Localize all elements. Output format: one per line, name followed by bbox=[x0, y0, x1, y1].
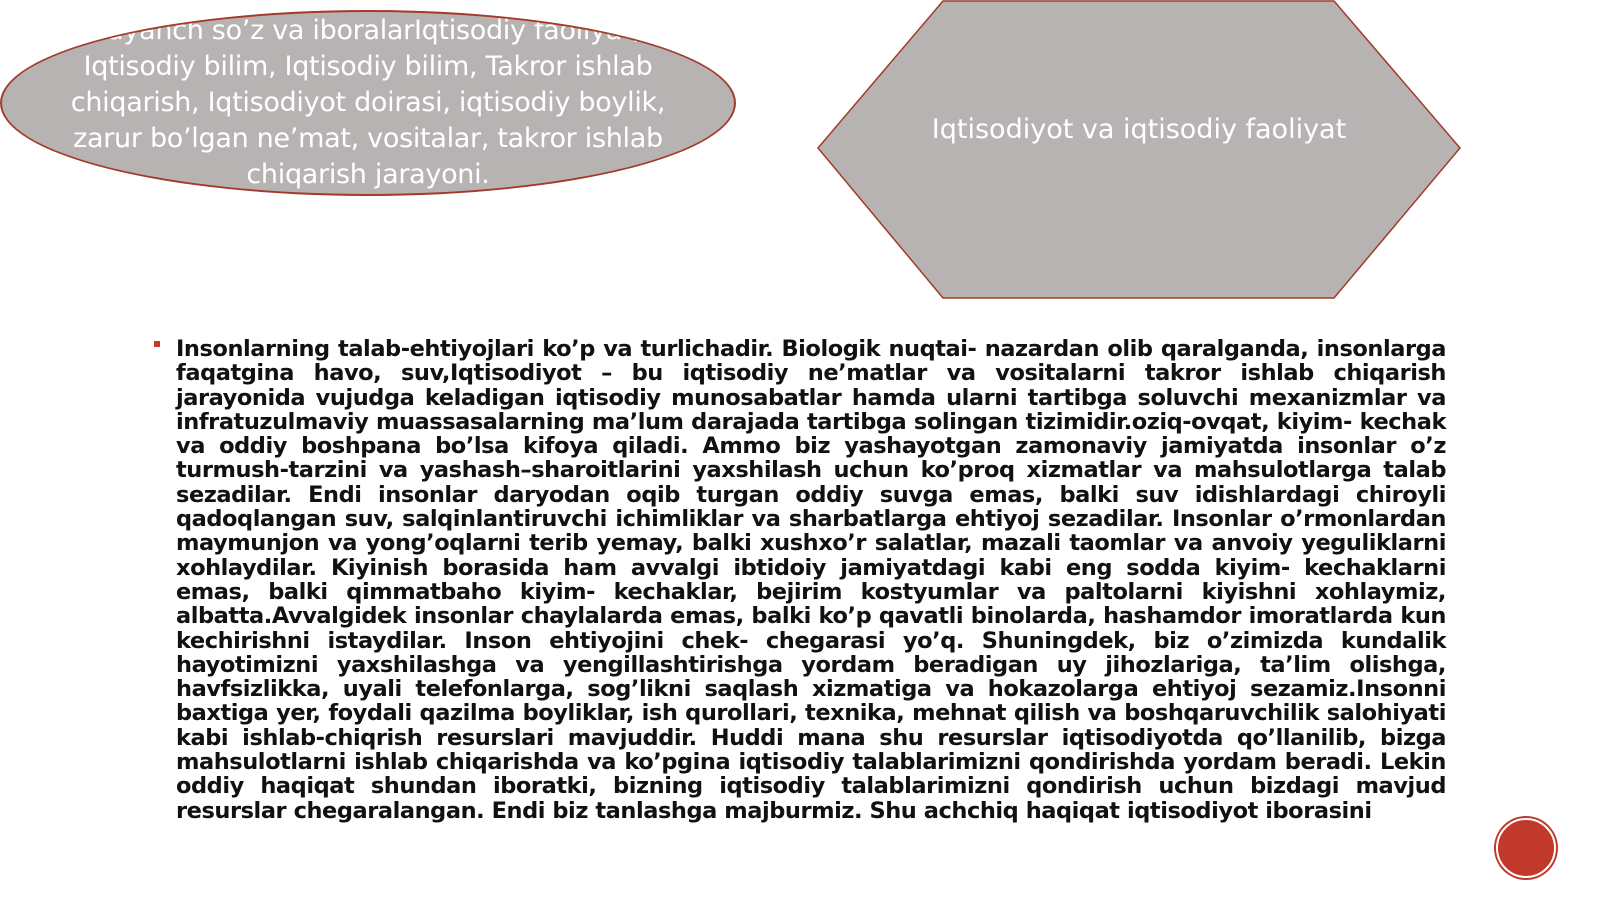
keywords-text: Tayanch so’z va iboralarIqtisodiy faoliyat, Iqtisodiy bilim, Iqtisodiy bilim, Takror ishlab chiqarish, Iqtisodiyot doirasi, iqtisodiy boylik, zarur bo’lgan ne’mat, vositalar, takror ishlab chiqarish jarayoni. bbox=[70, 15, 666, 190]
hexagon-shape bbox=[816, 0, 1462, 300]
title-hexagon bbox=[816, 0, 1462, 300]
body-content bbox=[150, 337, 1450, 823]
slide-title: Iqtisodiyot va iqtisodiy faoliyat bbox=[931, 114, 1347, 145]
circle-button-icon[interactable] bbox=[1496, 818, 1556, 878]
body-paragraph: Insonlarning talab-ehtiyojlari ko’p va turlichadir. Biologik nuqtai- nazardan olib qaralganda, insonlarga faqatgina havo, suv,Iqtisodiyot – bu iqtisodiy ne’matlar va vositalarni takror ishlab chiqarish jarayonida vujudga keladigan iqtisodiy munosabatlar hamda ularni tartibga soluvchi mexanizmlar va infratuzulmaviy muassasalarning ma’lum darajada tartibga solingan tizimidir.oziq-ovqat, kiyim- kechak va oddiy boshpana bo’lsa kifoya qiladi. Ammo biz yashayotgan zamonaviy jamiyatda insonlar o’z turmush-tarzini va yashash–sharoitlarini yaxshilash uchun ko’proq xizmatlar va mahsulotlarga talab sezadilar. Endi insonlar daryodan oqib turgan oddiy suvga emas, balki suv idishlardagi chiroyli qadoqlangan suv, salqinlantiruvchi ichimliklar va sharbatlarga ehtiyoj sezadilar. Insonlar o’rmonlardan maymunjon va yong’oqlarni terib yemay, balki xushxo’r salatlar, mazali taomlar va anvoiy yeguliklarni xohlaydilar. Kiyinish borasida ham avvalgi ibtidoiy jamiyatdagi kabi eng sodda kiyim- kechaklarni emas, balki qimmatbaho kiyim- kechaklar, bejirim kostyumlar va paltolarni kiyishni xohlaymiz, albatta.Avvalgidek insonlar chaylalarda emas, balki ko’p qavatli binolarda, hashamdor imoratlarda kun kechirishni istaydilar. Inson ehtiyojini chek- chegarasi yo’q. Shuningdek, biz o’zimizda kundalik hayotimizni yaxshilashga va yengillashtirishga yordam beradigan uy jihozlariga, ta’lim olishga, havfsizlikka, uyali telefonlarga, sog’likni saqlash xizmatiga va hokazolarga ehtiyoj sezamiz.Insonni baxtiga yer, foydali qazilma boyliklar, ish qurollari, texnika, mehnat qilish va boshqaruvchilik salohiyati kabi ishlab-chiqrish resurslari mavjuddir. Huddi mana shu resurslar iqtisodiyotda qo’llanilib, bizga mahsulotlarni ishlab chiqarishda va ko’pgina iqtisodiy talablarimizni qondirishda yordam beradi. Lekin oddiy haqiqat shundan iboratki, bizning iqtisodiy talablarimizni qondirish uchun bizdagi mavjud resurslar chegaralangan. Endi biz tanlashga majburmiz. Shu achchiq haqiqat iqtisodiyot iborasini bbox=[176, 336, 1446, 824]
square-bullet-icon bbox=[154, 341, 160, 347]
keywords-oval bbox=[0, 10, 736, 196]
